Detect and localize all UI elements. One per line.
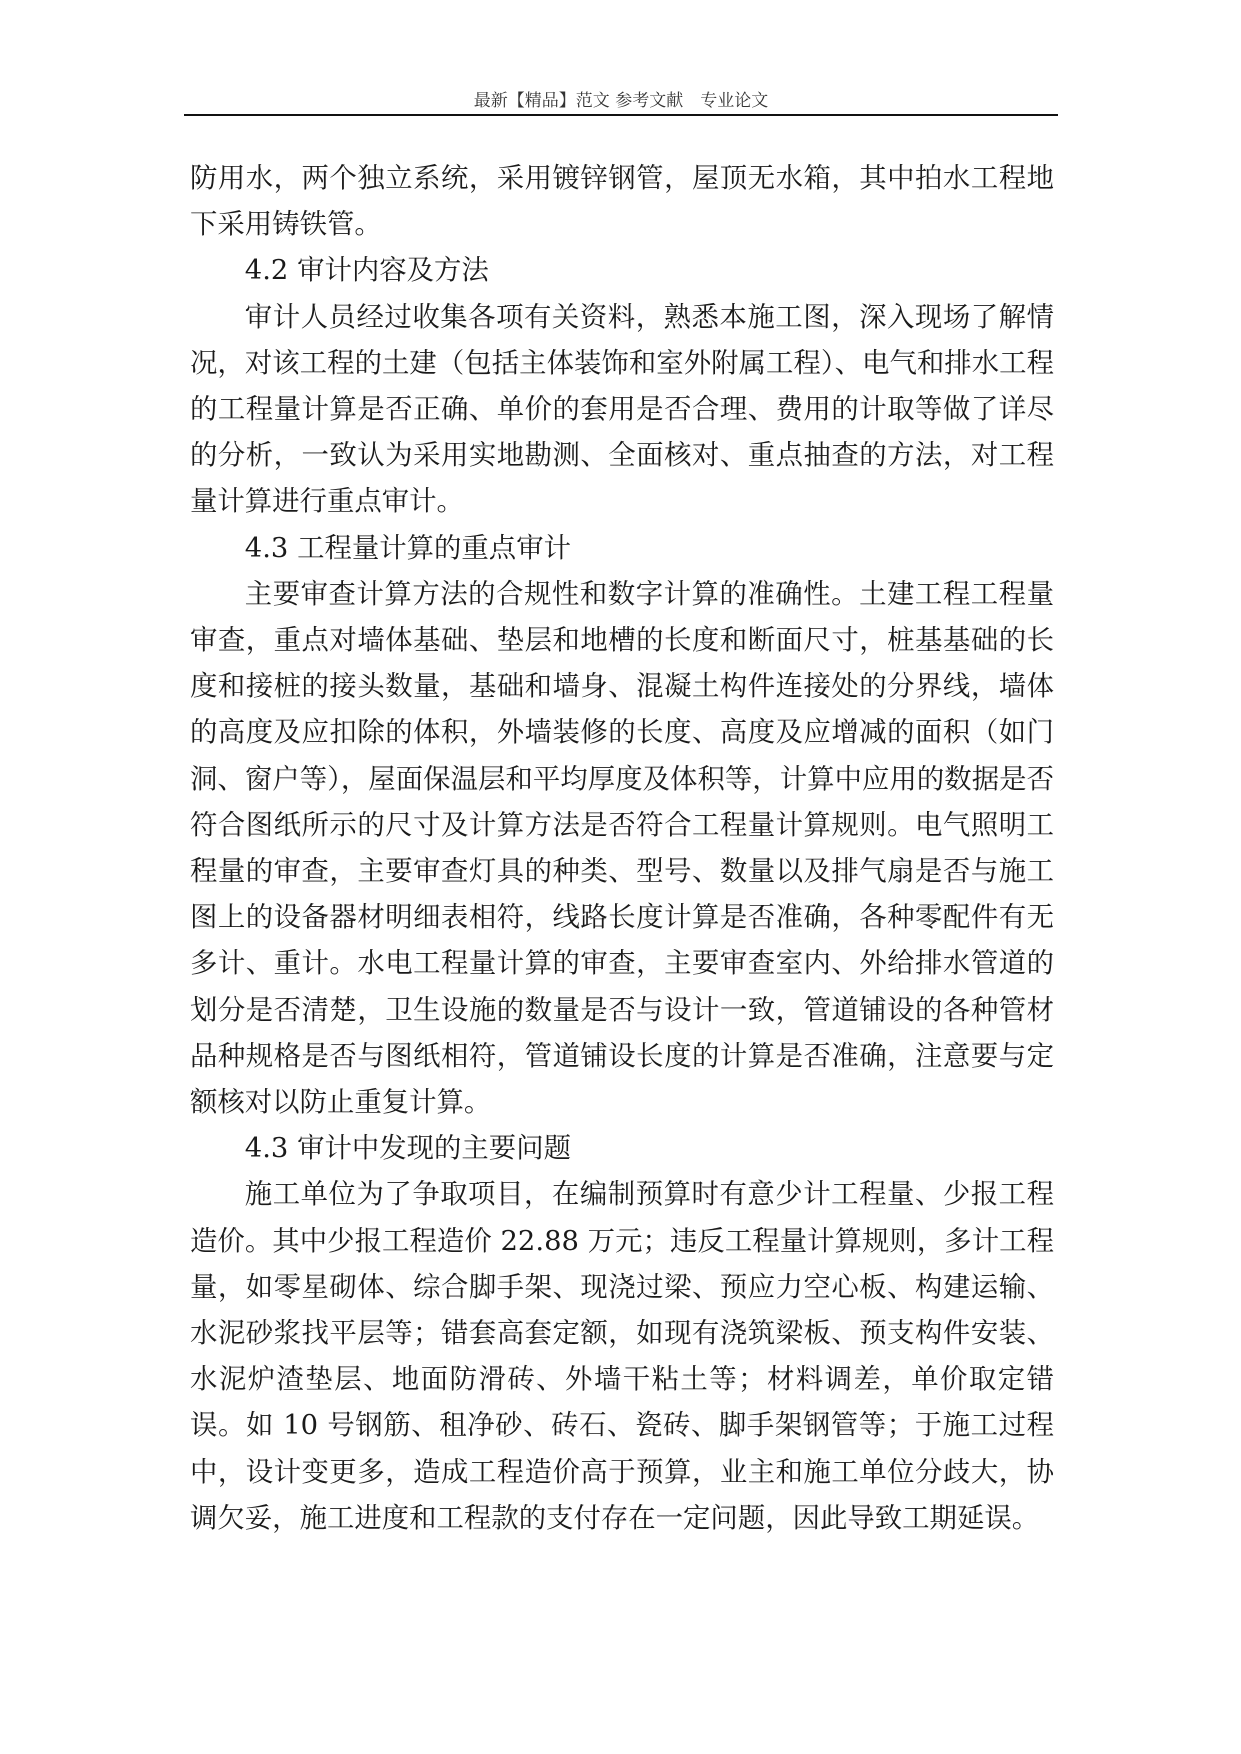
section-4-2-paragraph: 审计人员经过收集各项有关资料，熟悉本施工图，深入现场了解情况，对该工程的土建（包括主体装饰和室外附属工程）、电气和排水工程的工程量计算是否正确、单价的套用是否合理、费用的计取等做了详尽的分析，一致认为采用实地勘测、全面核对、重点抽查的方法，对工程量计算进行重点审计。 xyxy=(190,301,1054,518)
document-body xyxy=(190,156,1054,1542)
header-divider xyxy=(184,114,1058,116)
page-header: 最新【精品】范文 参考文献 专业论文 xyxy=(473,91,769,111)
section-4-3-paragraph: 主要审查计算方法的合规性和数字计算的准确性。土建工程工程量审查，重点对墙体基础、垫层和地槽的长度和断面尺寸，桩基基础的长度和接桩的接头数量，基础和墙身、混凝土构件连接处的分界线，墙体的高度及应扣除的体积，外墙装修的长度、高度及应增减的面积（如门洞、窗户等），屋面保温层和平均厚度及体积等，计算中应用的数据是否符合图纸所示的尺寸及计算方法是否符合工程量计算规则。电气照明工程量的审查，主要审查灯具的种类、型号、数量以及排气扇是否与施工图上的设备器材明细表相符，线路长度计算是否准确，各种零配件有无多计、重计。水电工程量计算的审查，主要审查室内、外给排水管道的划分是否清楚，卫生设施的数量是否与设计一致，管道铺设的各种管材品种规格是否与图纸相符，管道铺设长度的计算是否准确，注意要与定额核对以防止重复计算。 xyxy=(190,578,1054,1119)
section-4-2-heading: 4.2 审计内容及方法 xyxy=(244,255,489,287)
section-4-3-issues-paragraph: 施工单位为了争取项目，在编制预算时有意少计工程量、少报工程造价。其中少报工程造价 22.88 万元；违反工程量计算规则，多计工程量，如零星砌体、综合脚手架、现浇过梁、预应力空心板、构建运输、水泥砂浆找平层等；错套高套定额，如现有浇筑梁板、预支构件安装、水泥炉渣垫层、地面防滑砖、外墙干粘土等；材料调差，单价取定错误。如 10 号钢筋、租净砂、砖石、瓷砖、脚手架钢管等；于施工过程中，设计变更多，造成工程造价高于预算，业主和施工单位分歧大，协调欠妥，施工进度和工程款的支付存在一定问题，因此导致工期延误。 xyxy=(190,1179,1054,1534)
section-4-3-heading: 4.3 工程量计算的重点审计 xyxy=(244,532,571,564)
intro-continuation-paragraph: 防用水，两个独立系统，采用镀锌钢管，屋顶无水箱，其中拍水工程地下采用铸铁管。 xyxy=(190,163,1054,241)
section-4-3-issues-heading: 4.3 审计中发现的主要问题 xyxy=(244,1133,571,1165)
